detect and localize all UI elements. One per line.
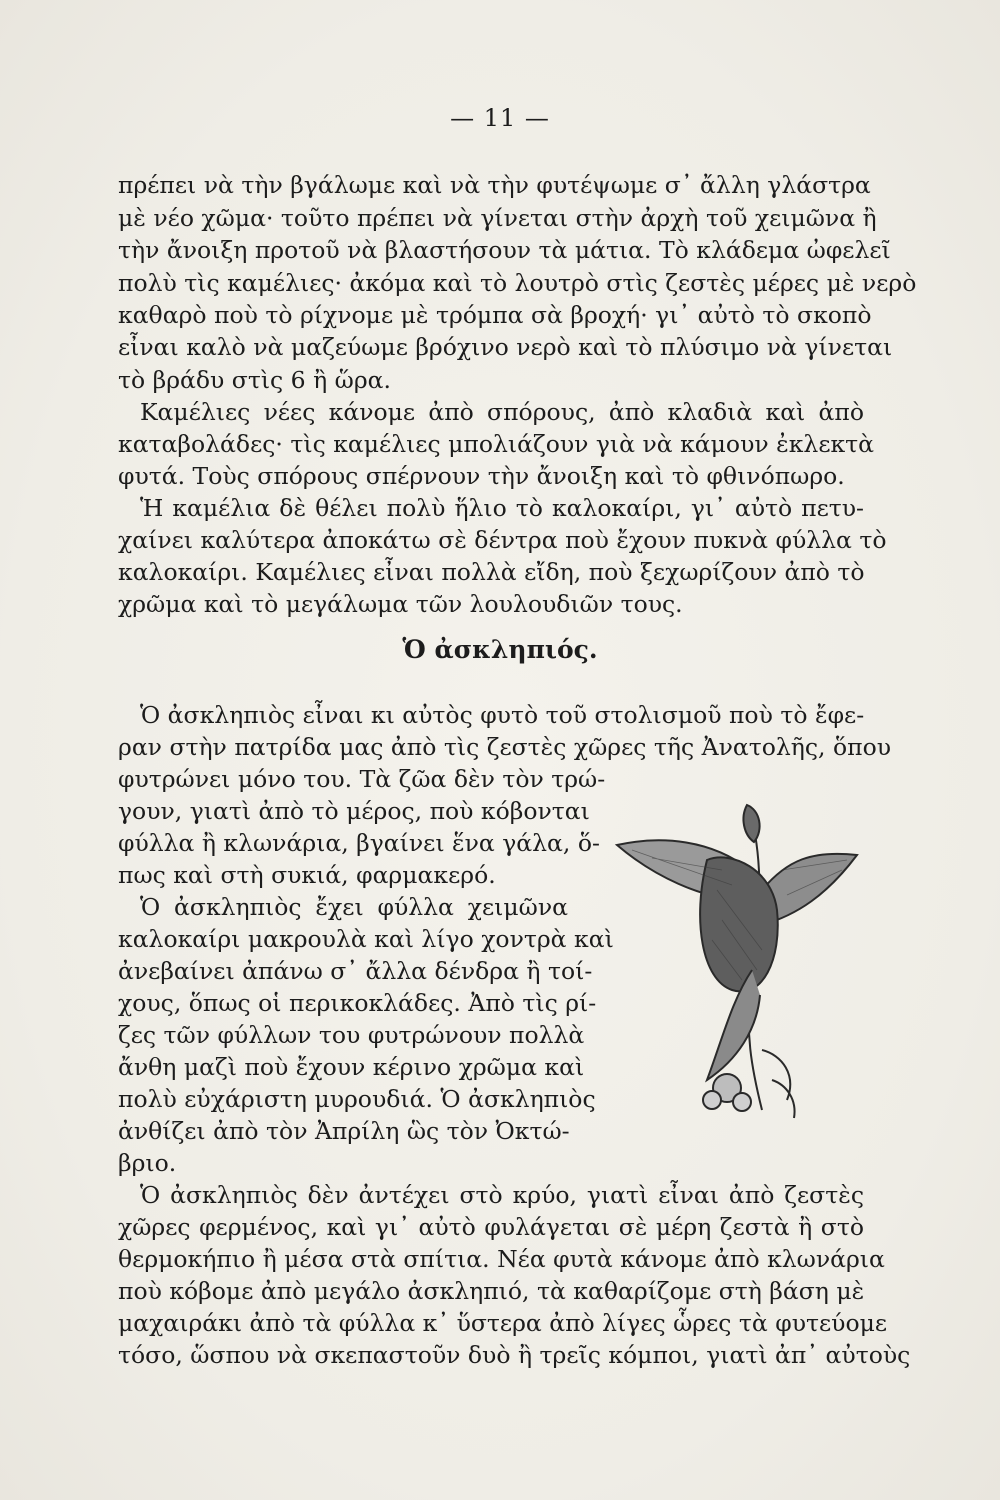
text-line: πολὺ εὐχάριστη μυρουδιά. Ὁ ἀσκληπιὸς — [118, 1085, 596, 1113]
text-line-end: πως καὶ στὴ συκιά, φαρμακερό. — [118, 861, 496, 889]
text-line: Ὁ ἀσκληπιὸς εἶναι κι αὐτὸς φυτὸ τοῦ στολισμοῦ ποὺ τὸ ἔφε- — [140, 701, 865, 729]
text-line: τόσο, ὥσπου νὰ σκεπαστοῦν δυὸ ἢ τρεῖς κόμποι, γιατὶ ἀπ᾽ αὐτοὺς — [118, 1341, 911, 1369]
text-line: ἄνθη μαζὶ ποὺ ἔχουν κέρινο χρῶμα καὶ — [118, 1053, 585, 1081]
text-line: μαχαιράκι ἀπὸ τὰ φύλλα κ᾽ ὕστερα ἀπὸ λίγες ὧρες τὰ φυτεύομε — [118, 1309, 888, 1337]
bud — [743, 805, 759, 842]
text-line: πολὺ τὶς καμέλιες· ἀκόμα καὶ τὸ λουτρὸ στὶς ζεστὲς μέρες μὲ νερὸ — [118, 269, 917, 297]
text-line: φυτρώνει μόνο του. Τὰ ζῶα δὲν τὸν τρώ- — [118, 765, 606, 793]
text-line-end: χρῶμα καὶ τὸ μεγάλωμα τῶν λουλουδιῶν τους. — [118, 590, 683, 618]
plant-illustration — [612, 800, 862, 1130]
text-line: ποὺ κόβομε ἀπὸ μεγάλο ἀσκληπιό, τὰ καθαρίζομε στὴ βάση μὲ — [118, 1277, 865, 1305]
text-line-end: τὸ βράδυ στὶς 6 ἢ ὥρα. — [118, 366, 391, 394]
text-line: γουν, γιατὶ ἀπὸ τὸ μέρος, ποὺ κόβονται — [118, 797, 590, 825]
text-line: καθαρὸ ποὺ τὸ ρίχνομε μὲ τρόμπα σὰ βροχή· γι᾽ αὐτὸ τὸ σκοπὸ — [118, 301, 872, 329]
text-line: τὴν ἄνοιξη προτοῦ νὰ βλαστήσουν τὰ μάτια. Τὸ κλάδεμα ὠφελεῖ — [118, 236, 891, 264]
text-line: καλοκαίρι μακρουλὰ καὶ λίγο χοντρὰ καὶ — [118, 925, 614, 953]
text-line: πρέπει νὰ τὴν βγάλωμε καὶ νὰ τὴν φυτέψωμε σ᾽ ἄλλη γλάστρα — [118, 171, 871, 199]
text-line: χους, ὅπως οἱ περικοκλάδες. Ἀπὸ τὶς ρί- — [118, 989, 597, 1017]
text-line-end: βριο. — [118, 1149, 177, 1177]
text-line: Ἡ καμέλια δὲ θέλει πολὺ ἥλιο τὸ καλοκαίρι, γι᾽ αὐτὸ πετυ- — [140, 494, 864, 522]
text-line: φύλλα ἢ κλωνάρια, βγαίνει ἕνα γάλα, ὅ- — [118, 829, 600, 857]
text-line: ἀνθίζει ἀπὸ τὸν Ἀπρίλη ὣς τὸν Ὀκτώ- — [118, 1117, 570, 1145]
text-line: Καμέλιες νέες κάνομε ἀπὸ σπόρους, ἀπὸ κλαδιὰ καὶ ἀπὸ — [140, 398, 864, 426]
page-number: — 11 — — [450, 104, 550, 132]
text-line: Ὁ ἀσκληπιὸς ἔχει φύλλα χειμῶνα — [140, 893, 568, 921]
text-line: ζες τῶν φύλλων του φυτρώνουν πολλὰ — [118, 1021, 585, 1049]
text-line: χαίνει καλύτερα ἀποκάτω σὲ δέντρα ποὺ ἔχουν πυκνὰ φύλλα τὸ — [118, 526, 887, 554]
text-line: ἀνεβαίνει ἀπάνω σ᾽ ἄλλα δένδρα ἢ τοί- — [118, 957, 593, 985]
text-line-end: φυτά. Τοὺς σπόρους σπέρνουν τὴν ἄνοιξη καὶ τὸ φθινόπωρο. — [118, 462, 845, 490]
text-line: καταβολάδες· τὶς καμέλιες μπολιάζουν γιὰ νὰ κάμουν ἐκλεκτὰ — [118, 430, 875, 458]
text-line: μὲ νέο χῶμα· τοῦτο πρέπει νὰ γίνεται στὴν ἀρχὴ τοῦ χειμῶνα ἢ — [118, 204, 877, 232]
text-line: εἶναι καλὸ νὰ μαζεύωμε βρόχινο νερὸ καὶ τὸ πλύσιμο νὰ γίνεται — [118, 333, 893, 361]
text-line: Ὁ ἀσκληπιὸς δὲν ἀντέχει στὸ κρύο, γιατὶ εἶναι ἀπὸ ζεστὲς — [140, 1181, 864, 1209]
text-line: χῶρες φερμένος, καὶ γι᾽ αὐτὸ φυλάγεται σὲ μέρη ζεστὰ ἢ στὸ — [118, 1213, 864, 1241]
text-line: θερμοκήπιο ἢ μέσα στὰ σπίτια. Νέα φυτὰ κάνομε ἀπὸ κλωνάρια — [118, 1245, 885, 1273]
text-line: ραν στὴν πατρίδα μας ἀπὸ τὶς ζεστὲς χῶρες τῆς Ἀνατολῆς, ὅπου — [118, 733, 892, 761]
section-heading: Ὁ ἀσκληπιός. — [402, 635, 598, 664]
text-line: καλοκαίρι. Καμέλιες εἶναι πολλὰ εἴδη, ποὺ ξεχωρίζουν ἀπὸ τὸ — [118, 558, 865, 586]
